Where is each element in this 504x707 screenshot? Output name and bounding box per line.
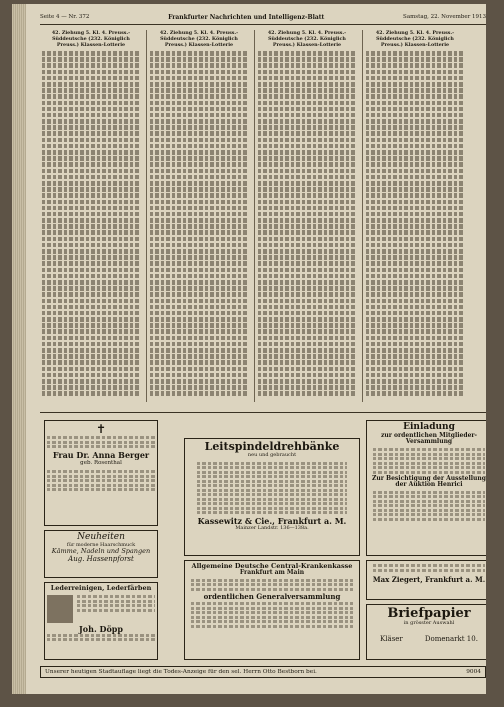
lottery-number-row bbox=[150, 385, 248, 390]
lottery-number-row bbox=[42, 261, 140, 266]
lathes-address: Mainzer Landstr. 136—138a. bbox=[235, 524, 309, 531]
lottery-number-row bbox=[42, 82, 140, 87]
lottery-number-row bbox=[150, 156, 248, 161]
lottery-column-3: 42. Ziehung 5. Kl. 4. Preuss.-Süddeutsche (232. Königlich Preuss.) Klassen-Lotterie bbox=[258, 30, 356, 400]
novelties-shop: Aug. Hassenpforst bbox=[68, 554, 134, 563]
lottery-number-row bbox=[366, 286, 464, 291]
lottery-number-row bbox=[150, 63, 248, 68]
lottery-number-row bbox=[42, 305, 140, 310]
lottery-number-row bbox=[150, 218, 248, 223]
stationery-address: Domenarkt 10. bbox=[424, 634, 478, 643]
lottery-number-row bbox=[150, 286, 248, 291]
lottery-number-row bbox=[42, 336, 140, 341]
lottery-number-row bbox=[258, 280, 356, 285]
lottery-number-row bbox=[366, 206, 464, 211]
lottery-number-row bbox=[150, 274, 248, 279]
invitation-subtitle: zur ordentlichen Mitglieder-Versammlung bbox=[380, 431, 478, 446]
lottery-number-row bbox=[366, 169, 464, 174]
lathes-subtitle: neu und gebraucht bbox=[247, 452, 297, 459]
stationery-ad bbox=[366, 604, 486, 660]
lottery-number-row bbox=[366, 119, 464, 124]
lottery-number-row bbox=[42, 385, 140, 390]
lottery-number-row bbox=[366, 323, 464, 328]
ziegert-ad bbox=[366, 560, 486, 600]
armchair-icon bbox=[47, 595, 73, 623]
ads-rule bbox=[40, 412, 486, 413]
lottery-number-row bbox=[42, 107, 140, 112]
obituary-notice bbox=[44, 420, 158, 526]
lottery-number-row bbox=[366, 212, 464, 217]
lottery-number-row bbox=[366, 187, 464, 192]
lottery-number-row bbox=[42, 70, 140, 75]
lottery-number-row bbox=[258, 206, 356, 211]
page-edge bbox=[12, 4, 26, 694]
lottery-number-row bbox=[258, 255, 356, 260]
lottery-number-row bbox=[366, 200, 464, 205]
lottery-number-row bbox=[258, 218, 356, 223]
lottery-number-row bbox=[258, 305, 356, 310]
lottery-number-row bbox=[258, 292, 356, 297]
stationery-subtitle: in grösster Auswahl bbox=[403, 620, 455, 627]
lottery-number-row bbox=[150, 360, 248, 365]
lottery-number-row bbox=[258, 175, 356, 180]
lottery-number-row bbox=[258, 249, 356, 254]
lottery-number-row bbox=[258, 323, 356, 328]
lottery-number-row bbox=[258, 156, 356, 161]
lottery-number-row bbox=[258, 268, 356, 273]
lottery-number-row bbox=[42, 156, 140, 161]
lottery-number-row bbox=[42, 348, 140, 353]
lottery-number-row bbox=[366, 107, 464, 112]
leather-firm: Joh. Döpp bbox=[79, 624, 123, 635]
lottery-number-row bbox=[42, 243, 140, 248]
lottery-number-row bbox=[42, 292, 140, 297]
lottery-number-row bbox=[42, 354, 140, 359]
footer-code: 9004 bbox=[466, 669, 481, 675]
column-divider bbox=[146, 30, 147, 402]
lottery-number-row bbox=[366, 138, 464, 143]
stationery-shop: Kläser bbox=[380, 634, 403, 643]
invitation-title: Einladung bbox=[403, 422, 455, 432]
lottery-number-row bbox=[42, 342, 140, 347]
lottery-number-row bbox=[258, 274, 356, 279]
lottery-number-row bbox=[42, 268, 140, 273]
lottery-number-row bbox=[366, 274, 464, 279]
page-footer bbox=[40, 666, 486, 678]
lottery-number-row bbox=[150, 261, 248, 266]
lottery-number-row bbox=[42, 230, 140, 235]
lottery-number-row bbox=[150, 311, 248, 316]
lottery-number-row bbox=[366, 175, 464, 180]
assembly-city: Frankfurt am Main bbox=[239, 569, 305, 577]
lottery-number-row bbox=[366, 391, 464, 396]
lottery-number-row bbox=[258, 94, 356, 99]
deceased-maiden-name: geb. Rosenthal bbox=[80, 459, 122, 466]
lottery-number-row bbox=[258, 261, 356, 266]
lottery-number-row bbox=[42, 125, 140, 130]
lottery-number-row bbox=[150, 342, 248, 347]
lottery-number-row bbox=[42, 255, 140, 260]
novelties-ad bbox=[44, 530, 158, 578]
lottery-number-row bbox=[258, 113, 356, 118]
lottery-number-row bbox=[150, 131, 248, 136]
lottery-number-row bbox=[150, 125, 248, 130]
lottery-number-row bbox=[42, 391, 140, 396]
lottery-number-row bbox=[150, 243, 248, 248]
lottery-number-row bbox=[42, 181, 140, 186]
lottery-number-row bbox=[42, 367, 140, 372]
lottery-number-row bbox=[42, 131, 140, 136]
footer-notice: Unserer heutigen Stadtauflage liegt die Todes-Anzeige für den sel. Herrn Otto Bestborn bei. bbox=[45, 669, 317, 675]
lottery-column-4: 42. Ziehung 5. Kl. 4. Preuss.-Süddeutsche (232. Königlich Preuss.) Klassen-Lotterie bbox=[366, 30, 464, 400]
lottery-number-row bbox=[366, 336, 464, 341]
lottery-number-row bbox=[366, 144, 464, 149]
lottery-number-row bbox=[366, 70, 464, 75]
lottery-number-row bbox=[150, 354, 248, 359]
lottery-number-row bbox=[366, 218, 464, 223]
assembly-notice bbox=[184, 560, 360, 660]
lottery-number-row bbox=[258, 57, 356, 62]
lottery-number-row bbox=[150, 107, 248, 112]
lottery-number-row bbox=[258, 379, 356, 384]
lottery-number-row bbox=[150, 206, 248, 211]
novelties-title: Neuheiten bbox=[77, 532, 125, 542]
lottery-number-row bbox=[42, 119, 140, 124]
assembly-title: Allgemeine Deutsche Central-Krankenkasse bbox=[191, 562, 353, 570]
lottery-number-row bbox=[150, 373, 248, 378]
lottery-number-row bbox=[150, 175, 248, 180]
lottery-number-row bbox=[366, 354, 464, 359]
lottery-number-row bbox=[42, 150, 140, 155]
lottery-number-row bbox=[258, 70, 356, 75]
lottery-number-row bbox=[258, 162, 356, 167]
deceased-name: Frau Dr. Anna Berger bbox=[52, 450, 150, 461]
leather-cleaning-ad bbox=[44, 582, 158, 660]
lottery-number-row bbox=[258, 107, 356, 112]
lottery-number-row bbox=[258, 360, 356, 365]
lottery-number-row bbox=[42, 206, 140, 211]
lottery-number-row bbox=[150, 336, 248, 341]
cross-icon: ✝ bbox=[95, 422, 107, 436]
lottery-number-row bbox=[258, 193, 356, 198]
lathes-firm: Kassewitz & Cie., Frankfurt a. M. bbox=[197, 516, 347, 527]
lottery-number-row bbox=[258, 138, 356, 143]
lottery-number-row bbox=[42, 94, 140, 99]
lottery-number-row bbox=[366, 237, 464, 242]
lottery-number-row bbox=[42, 286, 140, 291]
page-number: Seite 4 — Nr. 372 bbox=[40, 14, 90, 20]
lottery-number-row bbox=[366, 317, 464, 322]
stationery-title: Briefpapier bbox=[387, 606, 471, 621]
lottery-number-row bbox=[258, 88, 356, 93]
lottery-number-row bbox=[42, 224, 140, 229]
lottery-number-row bbox=[366, 57, 464, 62]
lottery-number-row bbox=[42, 138, 140, 143]
lottery-number-row bbox=[42, 113, 140, 118]
lottery-number-row bbox=[366, 243, 464, 248]
lottery-number-row bbox=[366, 76, 464, 81]
lottery-number-row bbox=[42, 212, 140, 217]
lottery-number-row bbox=[258, 63, 356, 68]
lottery-number-row bbox=[150, 51, 248, 56]
lottery-number-row bbox=[366, 51, 464, 56]
lottery-number-row bbox=[42, 101, 140, 106]
lottery-number-row bbox=[150, 230, 248, 235]
lottery-number-row bbox=[150, 367, 248, 372]
lottery-number-row bbox=[150, 323, 248, 328]
lottery-number-row bbox=[150, 138, 248, 143]
lottery-number-row bbox=[150, 305, 248, 310]
lottery-number-row bbox=[258, 373, 356, 378]
lottery-number-row bbox=[258, 119, 356, 124]
lottery-number-row bbox=[258, 348, 356, 353]
lottery-number-row bbox=[366, 249, 464, 254]
column-divider bbox=[362, 30, 363, 402]
lottery-number-row bbox=[258, 125, 356, 130]
lottery-number-row bbox=[150, 249, 248, 254]
lottery-number-row bbox=[366, 94, 464, 99]
lottery-number-row bbox=[42, 311, 140, 316]
lottery-number-row bbox=[258, 237, 356, 242]
lottery-number-row bbox=[366, 305, 464, 310]
lottery-number-row bbox=[42, 274, 140, 279]
page-header bbox=[40, 12, 486, 22]
lottery-number-row bbox=[258, 51, 356, 56]
lottery-number-row bbox=[42, 299, 140, 304]
lottery-number-row bbox=[258, 187, 356, 192]
lottery-number-row bbox=[42, 169, 140, 174]
lottery-number-row bbox=[258, 391, 356, 396]
lottery-number-row bbox=[258, 317, 356, 322]
lottery-column-2: 42. Ziehung 5. Kl. 4. Preuss.-Süddeutsche (232. Königlich Preuss.) Klassen-Lotterie bbox=[150, 30, 248, 400]
lottery-number-row bbox=[150, 57, 248, 62]
lottery-number-row bbox=[150, 150, 248, 155]
lottery-number-row bbox=[42, 57, 140, 62]
lottery-number-row bbox=[366, 101, 464, 106]
lottery-number-row bbox=[42, 187, 140, 192]
lottery-number-row bbox=[150, 113, 248, 118]
lottery-number-row bbox=[366, 360, 464, 365]
lottery-number-row bbox=[150, 224, 248, 229]
lottery-number-row bbox=[150, 348, 248, 353]
lottery-number-row bbox=[366, 348, 464, 353]
lottery-number-row bbox=[258, 311, 356, 316]
lottery-number-row bbox=[366, 379, 464, 384]
lottery-number-row bbox=[366, 63, 464, 68]
lottery-number-row bbox=[150, 268, 248, 273]
lottery-number-row bbox=[258, 131, 356, 136]
lottery-number-row bbox=[258, 299, 356, 304]
lottery-number-row bbox=[42, 144, 140, 149]
header-rule bbox=[40, 24, 486, 25]
lottery-number-row bbox=[42, 323, 140, 328]
lottery-number-row bbox=[150, 162, 248, 167]
lottery-number-row bbox=[150, 329, 248, 334]
lottery-number-row bbox=[258, 212, 356, 217]
lottery-number-row bbox=[150, 200, 248, 205]
lottery-number-row bbox=[258, 150, 356, 155]
lottery-number-row bbox=[42, 162, 140, 167]
lottery-number-row bbox=[258, 243, 356, 248]
lottery-number-row bbox=[150, 169, 248, 174]
lottery-number-row bbox=[366, 342, 464, 347]
lottery-number-row bbox=[258, 354, 356, 359]
lottery-number-row bbox=[42, 237, 140, 242]
invitation-section: Zur Besichtigung der Ausstellung der Auktion Henrici bbox=[372, 474, 486, 489]
lottery-number-row bbox=[258, 385, 356, 390]
lottery-number-row bbox=[150, 82, 248, 87]
lottery-number-row bbox=[42, 51, 140, 56]
lottery-number-row bbox=[366, 311, 464, 316]
lottery-number-row bbox=[150, 187, 248, 192]
lottery-number-row bbox=[366, 156, 464, 161]
lottery-number-row bbox=[150, 193, 248, 198]
lottery-number-row bbox=[366, 292, 464, 297]
lottery-number-row bbox=[150, 94, 248, 99]
lottery-number-row bbox=[366, 82, 464, 87]
lottery-number-row bbox=[258, 367, 356, 372]
lottery-number-row bbox=[258, 336, 356, 341]
lottery-number-row bbox=[258, 230, 356, 235]
lottery-number-row bbox=[150, 119, 248, 124]
lottery-number-row bbox=[150, 144, 248, 149]
lottery-number-row bbox=[258, 342, 356, 347]
lottery-number-row bbox=[258, 144, 356, 149]
lottery-number-row bbox=[150, 292, 248, 297]
lottery-number-row bbox=[150, 255, 248, 260]
leather-title: Lederreinigen, Lederfärben bbox=[50, 584, 152, 592]
lottery-number-row bbox=[366, 280, 464, 285]
lottery-number-row bbox=[366, 385, 464, 390]
lottery-number-row bbox=[366, 224, 464, 229]
lottery-number-row bbox=[150, 88, 248, 93]
invitation-notice bbox=[366, 420, 486, 556]
lottery-number-row bbox=[258, 224, 356, 229]
lottery-number-row bbox=[150, 101, 248, 106]
lottery-number-row bbox=[258, 286, 356, 291]
novelties-line1: für moderne Haarschmuck bbox=[66, 541, 136, 548]
lathes-title: Leitspindeldrehbänke bbox=[204, 440, 340, 453]
lottery-number-row bbox=[42, 280, 140, 285]
lottery-number-row bbox=[258, 82, 356, 87]
lottery-number-row bbox=[366, 162, 464, 167]
lottery-number-row bbox=[366, 230, 464, 235]
lottery-number-row bbox=[258, 76, 356, 81]
lottery-number-row bbox=[42, 200, 140, 205]
lottery-number-row bbox=[366, 329, 464, 334]
lathes-ad bbox=[184, 438, 360, 556]
lottery-number-row bbox=[258, 101, 356, 106]
lottery-number-row bbox=[150, 299, 248, 304]
lottery-number-row bbox=[150, 237, 248, 242]
lottery-number-row bbox=[258, 181, 356, 186]
lottery-number-row bbox=[366, 299, 464, 304]
lottery-number-row bbox=[150, 317, 248, 322]
lottery-number-row bbox=[366, 181, 464, 186]
lottery-number-row bbox=[366, 193, 464, 198]
assembly-subtitle: ordentlichen Generalversammlung bbox=[203, 591, 341, 601]
lottery-number-row bbox=[42, 379, 140, 384]
lottery-number-row bbox=[366, 131, 464, 136]
lottery-number-row bbox=[366, 367, 464, 372]
lottery-column-1: 42. Ziehung 5. Kl. 4. Preuss.-Süddeutsche (232. Königlich Preuss.) Klassen-Lotterie bbox=[42, 30, 140, 400]
lottery-number-row bbox=[366, 261, 464, 266]
lottery-number-row bbox=[150, 70, 248, 75]
lottery-number-row bbox=[42, 193, 140, 198]
lottery-number-row bbox=[258, 169, 356, 174]
lottery-number-row bbox=[258, 329, 356, 334]
column-divider bbox=[254, 30, 255, 402]
lottery-number-row bbox=[366, 125, 464, 130]
masthead: Frankfurter Nachrichten und Intelligenz-Blatt bbox=[168, 13, 325, 21]
lottery-number-row bbox=[150, 379, 248, 384]
lottery-number-row bbox=[366, 88, 464, 93]
lottery-number-row bbox=[42, 249, 140, 254]
lottery-number-row bbox=[42, 175, 140, 180]
lottery-number-row bbox=[366, 268, 464, 273]
lottery-number-row bbox=[258, 200, 356, 205]
lottery-number-row bbox=[150, 280, 248, 285]
lottery-number-row bbox=[42, 317, 140, 322]
lottery-number-row bbox=[150, 212, 248, 217]
lottery-number-row bbox=[366, 113, 464, 118]
lottery-number-row bbox=[42, 88, 140, 93]
lottery-number-row bbox=[150, 76, 248, 81]
lottery-number-row bbox=[42, 373, 140, 378]
lottery-number-row bbox=[42, 360, 140, 365]
novelties-line2: Kämme, Nadeln und Spangen bbox=[51, 547, 151, 556]
lottery-number-row bbox=[150, 181, 248, 186]
newspaper-page bbox=[12, 4, 486, 694]
lottery-number-row bbox=[42, 63, 140, 68]
lottery-number-row bbox=[150, 391, 248, 396]
lottery-number-row bbox=[42, 218, 140, 223]
lottery-number-row bbox=[42, 76, 140, 81]
ziegert-firm: Max Ziegert, Frankfurt a. M. bbox=[372, 574, 486, 584]
lottery-number-row bbox=[366, 255, 464, 260]
lottery-number-row bbox=[366, 373, 464, 378]
issue-date: Samstag, 22. November 1913 bbox=[403, 14, 486, 20]
lottery-number-row bbox=[42, 329, 140, 334]
lottery-number-row bbox=[366, 150, 464, 155]
